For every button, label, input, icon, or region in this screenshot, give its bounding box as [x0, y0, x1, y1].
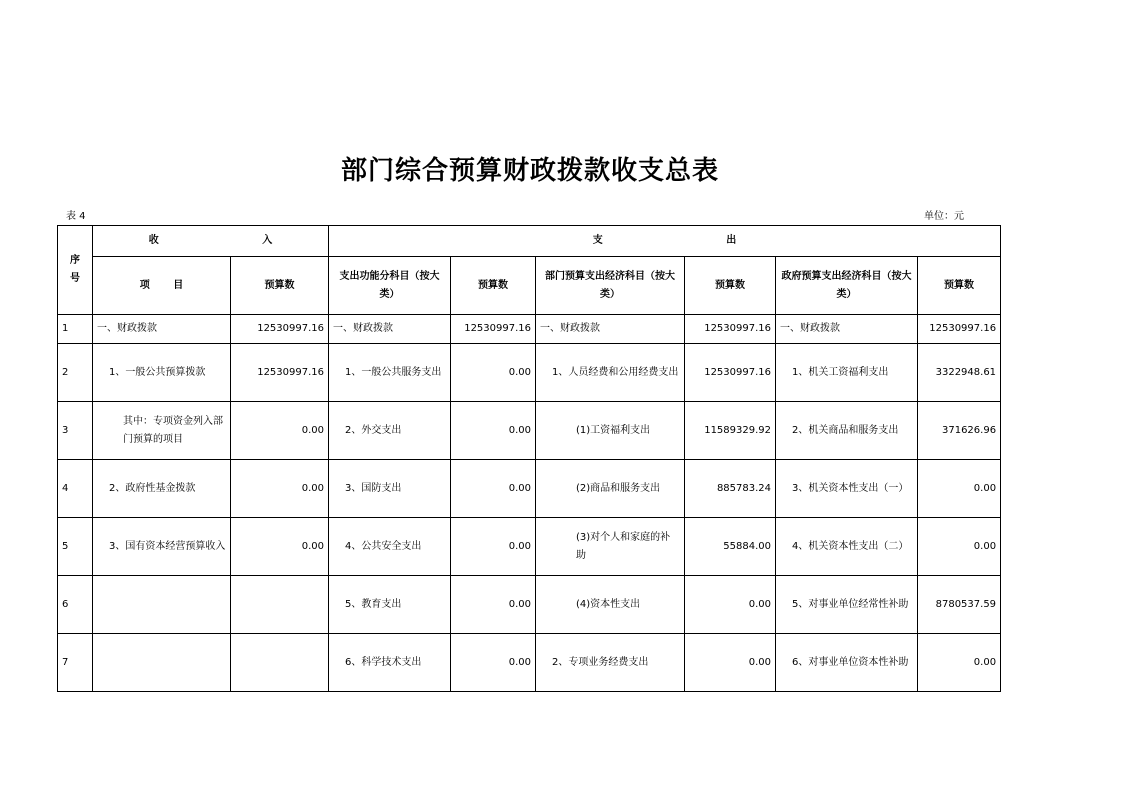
dept-item: (2)商品和服务支出	[536, 460, 685, 518]
income-amount: 12530997.16	[231, 344, 329, 402]
dept-budget-header: 预算数	[685, 257, 776, 315]
dept-item: 1、人员经费和公用经费支出	[536, 344, 685, 402]
dept-amount: 12530997.16	[685, 315, 776, 344]
income-item	[93, 634, 231, 692]
dept-item: 2、专项业务经费支出	[536, 634, 685, 692]
table-row	[58, 344, 1001, 402]
func-item: 5、教育支出	[329, 576, 451, 634]
row-seq: 1	[58, 315, 93, 344]
func-amount: 0.00	[451, 344, 536, 402]
func-amount: 0.00	[451, 634, 536, 692]
income-amount: 0.00	[231, 460, 329, 518]
dept-item: 一、财政拨款	[536, 315, 685, 344]
gov-item: 6、对事业单位资本性补助	[776, 634, 918, 692]
table-row	[58, 460, 1001, 518]
row-seq: 6	[58, 576, 93, 634]
gov-item: 3、机关资本性支出（一）	[776, 460, 918, 518]
func-item: 一、财政拨款	[329, 315, 451, 344]
row-seq: 2	[58, 344, 93, 402]
dept-econ-header: 部门预算支出经济科目（按大类）	[536, 257, 685, 315]
table-number: 表 4	[66, 211, 86, 222]
dept-item: (1)工资福利支出	[536, 402, 685, 460]
seq-header: 序号	[58, 226, 93, 315]
income-amount	[231, 634, 329, 692]
income-item: 1、一般公共预算拨款	[93, 344, 231, 402]
gov-amount: 371626.96	[918, 402, 1001, 460]
func-item: 2、外交支出	[329, 402, 451, 460]
income-amount: 12530997.16	[231, 315, 329, 344]
gov-item: 2、机关商品和服务支出	[776, 402, 918, 460]
table-row	[58, 576, 1001, 634]
table-row	[58, 518, 1001, 576]
gov-item: 5、对事业单位经常性补助	[776, 576, 918, 634]
income-budget-header: 预算数	[231, 257, 329, 315]
income-item: 其中：专项资金列入部门预算的项目	[93, 402, 231, 460]
gov-amount: 0.00	[918, 460, 1001, 518]
table-row	[58, 315, 1001, 344]
row-seq: 4	[58, 460, 93, 518]
header-row-2	[58, 257, 1001, 315]
income-amount	[231, 576, 329, 634]
gov-amount: 0.00	[918, 634, 1001, 692]
income-amount: 0.00	[231, 518, 329, 576]
gov-econ-header: 政府预算支出经济科目（按大类）	[776, 257, 918, 315]
func-item: 3、国防支出	[329, 460, 451, 518]
func-amount: 12530997.16	[451, 315, 536, 344]
gov-amount: 12530997.16	[918, 315, 1001, 344]
gov-amount: 3322948.61	[918, 344, 1001, 402]
dept-item: (4)资本性支出	[536, 576, 685, 634]
gov-item: 一、财政拨款	[776, 315, 918, 344]
dept-item: (3)对个人和家庭的补助	[536, 518, 685, 576]
gov-amount: 8780537.59	[918, 576, 1001, 634]
income-item: 3、国有资本经营预算收入	[93, 518, 231, 576]
gov-budget-header: 预算数	[918, 257, 1001, 315]
func-amount: 0.00	[451, 460, 536, 518]
income-item: 一、财政拨款	[93, 315, 231, 344]
func-item: 4、公共安全支出	[329, 518, 451, 576]
func-item: 6、科学技术支出	[329, 634, 451, 692]
func-amount: 0.00	[451, 576, 536, 634]
gov-amount: 0.00	[918, 518, 1001, 576]
func-class-header: 支出功能分科目（按大类）	[329, 257, 451, 315]
func-budget-header: 预算数	[451, 257, 536, 315]
func-amount: 0.00	[451, 402, 536, 460]
dept-amount: 0.00	[685, 576, 776, 634]
page-title: 部门综合预算财政拨款收支总表	[340, 156, 719, 186]
dept-amount: 55884.00	[685, 518, 776, 576]
gov-item: 1、机关工资福利支出	[776, 344, 918, 402]
row-seq: 3	[58, 402, 93, 460]
income-item: 2、政府性基金拨款	[93, 460, 231, 518]
dept-amount: 0.00	[685, 634, 776, 692]
dept-amount: 12530997.16	[685, 344, 776, 402]
func-item: 1、一般公共服务支出	[329, 344, 451, 402]
gov-item: 4、机关资本性支出（二）	[776, 518, 918, 576]
dept-amount: 885783.24	[685, 460, 776, 518]
row-seq: 7	[58, 634, 93, 692]
unit-label: 单位：元	[924, 211, 964, 222]
func-amount: 0.00	[451, 518, 536, 576]
income-header: 收 入	[93, 226, 329, 257]
income-amount: 0.00	[231, 402, 329, 460]
budget-table	[57, 225, 1001, 692]
header-row-1	[58, 226, 1001, 257]
expense-header: 支 出	[329, 226, 1001, 257]
row-seq: 5	[58, 518, 93, 576]
table-row	[58, 634, 1001, 692]
income-item	[93, 576, 231, 634]
dept-amount: 11589329.92	[685, 402, 776, 460]
item-header: 项 目	[93, 257, 231, 315]
table-row	[58, 402, 1001, 460]
